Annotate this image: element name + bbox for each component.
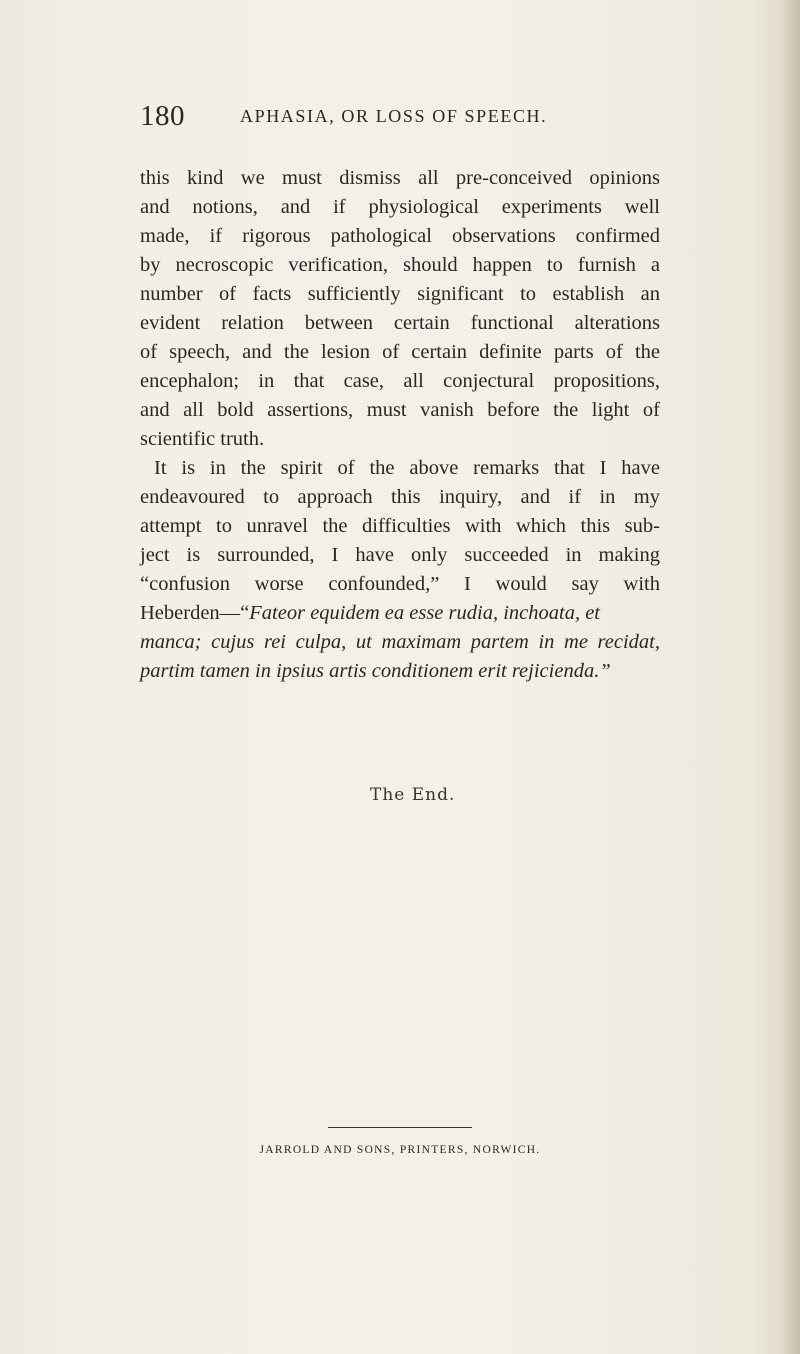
text-line: endeavoured to approach this inquiry, and if in my xyxy=(140,486,660,508)
text-line-heberden xyxy=(140,599,660,628)
page-header xyxy=(140,96,660,136)
text-line: evident relation between certain functional alterations xyxy=(140,312,660,334)
text-line: and notions, and if physiological experiments well xyxy=(140,196,660,218)
text-line: number of facts sufficiently significant to establish an xyxy=(140,283,660,305)
text-line: “confusion worse confounded,” I would say with xyxy=(140,573,660,595)
heberden-attribution: Heberden—“ xyxy=(140,602,250,624)
text-line: ject is surrounded, I have only succeeded in making xyxy=(140,544,660,566)
text-line-latin: partim tamen in ipsius artis conditionem erit rejicienda.” xyxy=(140,660,611,682)
text-line: by necroscopic verification, should happen to furnish a xyxy=(140,254,660,276)
text-line: attempt to unravel the difficulties with which this sub- xyxy=(140,515,660,537)
text-line: encephalon; in that case, all conjectural propositions, xyxy=(140,370,660,392)
text-line-latin: manca; cujus rei culpa, ut maximam partem in me recidat, xyxy=(140,631,660,653)
text-line: and all bold assertions, must vanish before the light of xyxy=(140,399,660,421)
page-edge-shadow xyxy=(782,0,800,1354)
text-line: made, if rigorous pathological observations confirmed xyxy=(140,225,660,247)
printer-imprint: JARROLD AND SONS, PRINTERS, NORWICH. xyxy=(259,1144,541,1156)
the-end-blackletter: The End. xyxy=(370,785,456,805)
imprint-rule xyxy=(328,1127,472,1128)
text-line: this kind we must dismiss all pre-conceived opinions xyxy=(140,167,660,189)
text-line: of speech, and the lesion of certain definite parts of the xyxy=(140,341,660,363)
latin-quotation-start: Fateor equidem ea esse rudia, inchoata, et xyxy=(249,602,600,624)
running-head: APHASIA, OR LOSS OF SPEECH. xyxy=(240,106,548,126)
body-text xyxy=(140,164,660,686)
text-line: It is in the spirit of the above remarks that I have xyxy=(154,457,660,479)
text-line: scientific truth. xyxy=(140,428,265,450)
page-number: 180 xyxy=(140,100,185,132)
